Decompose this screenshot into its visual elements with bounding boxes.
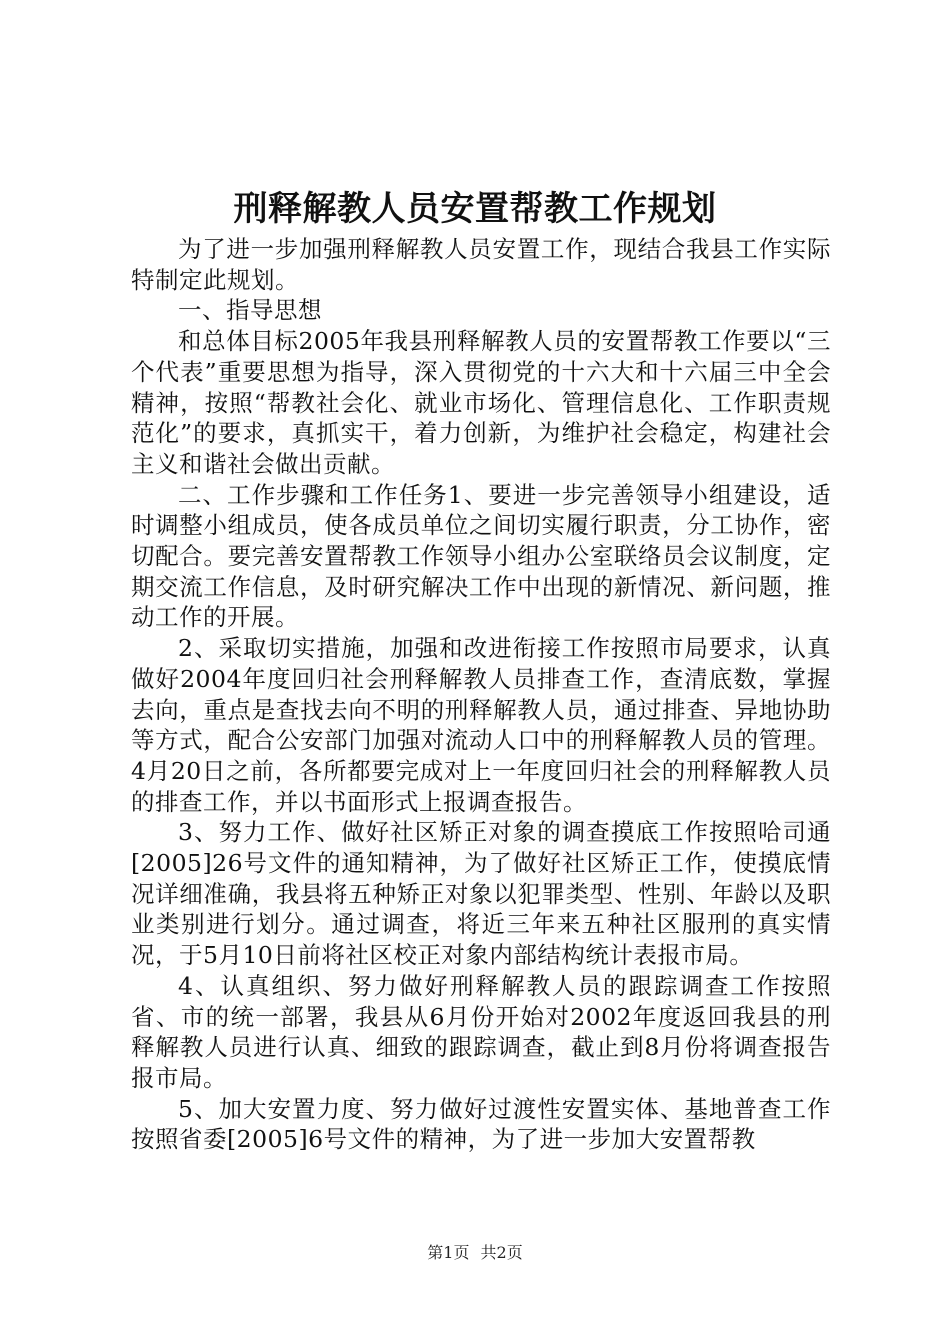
paragraph-task-2: 2、采取切实措施，加强和改进衔接工作按照市局要求，认真做好2004年度回归社会刑释解教人员排查工作，查清底数，掌握去向，重点是查找去向不明的刑释解教人员，通过排查、异地协助等方式，配合公安部门加强对流动人口中的刑释解教人员的管理。4月20日之前，各所都要完成对上一年度回归社会的刑释解教人员的排查工作，并以书面形式上报调查报告。 [131,634,831,816]
page-total: 共2页 [480,1243,523,1262]
paragraph-task-4: 4、认真组织、努力做好刑释解教人员的跟踪调查工作按照省、市的统一部署，我县从6月份开始对2002年度返回我县的刑释解教人员进行认真、细致的跟踪调查，截止到8月份将调查报告报市局。 [131,971,831,1092]
paragraph-overall-goal: 和总体目标2005年我县刑释解教人员的安置帮教工作要以“三个代表”重要思想为指导，深入贯彻党的十六大和十六届三中全会精神，按照“帮教社会化、就业市场化、管理信息化、工作职责规范化”的要求，真抓实干，着力创新，为维护社会稳定，构建社会主义和谐社会做出贡献。 [131,327,831,478]
paragraph-task-5: 5、加大安置力度、努力做好过渡性安置实体、基地普查工作按照省委[2005]6号文件的精神，为了进一步加大安置帮教 [131,1094,831,1154]
page-footer [0,1241,950,1265]
paragraph-task-3: 3、努力工作、做好社区矫正对象的调查摸底工作按照哈司通[2005]26号文件的通知精神，为了做好社区矫正工作，使摸底情况详细准确，我县将五种矫正对象以犯罪类型、性别、年龄以及职业类别进行划分。通过调查，将近三年来五种社区服刑的真实情况，于5月10日前将社区校正对象内部结构统计表报市局。 [131,818,831,970]
page-number: 第1页 [427,1243,470,1262]
paragraph-intro: 为了进一步加强刑释解教人员安置工作，现结合我县工作实际特制定此规划。 [131,235,831,294]
paragraph-work-steps: 二、工作步骤和工作任务1、要进一步完善领导小组建设，适时调整小组成员，使各成员单位之间切实履行职责，分工协作，密切配合。要完善安置帮教工作领导小组办公室联络员会议制度，定期交流工作信息，及时研究解决工作中出现的新情况、新问题，推动工作的开展。 [131,480,831,632]
document-title: 刑释解教人员安置帮教工作规划 [233,189,717,229]
section-heading-guiding-ideology: 一、指导思想 [178,296,322,325]
document-body [131,234,831,1155]
